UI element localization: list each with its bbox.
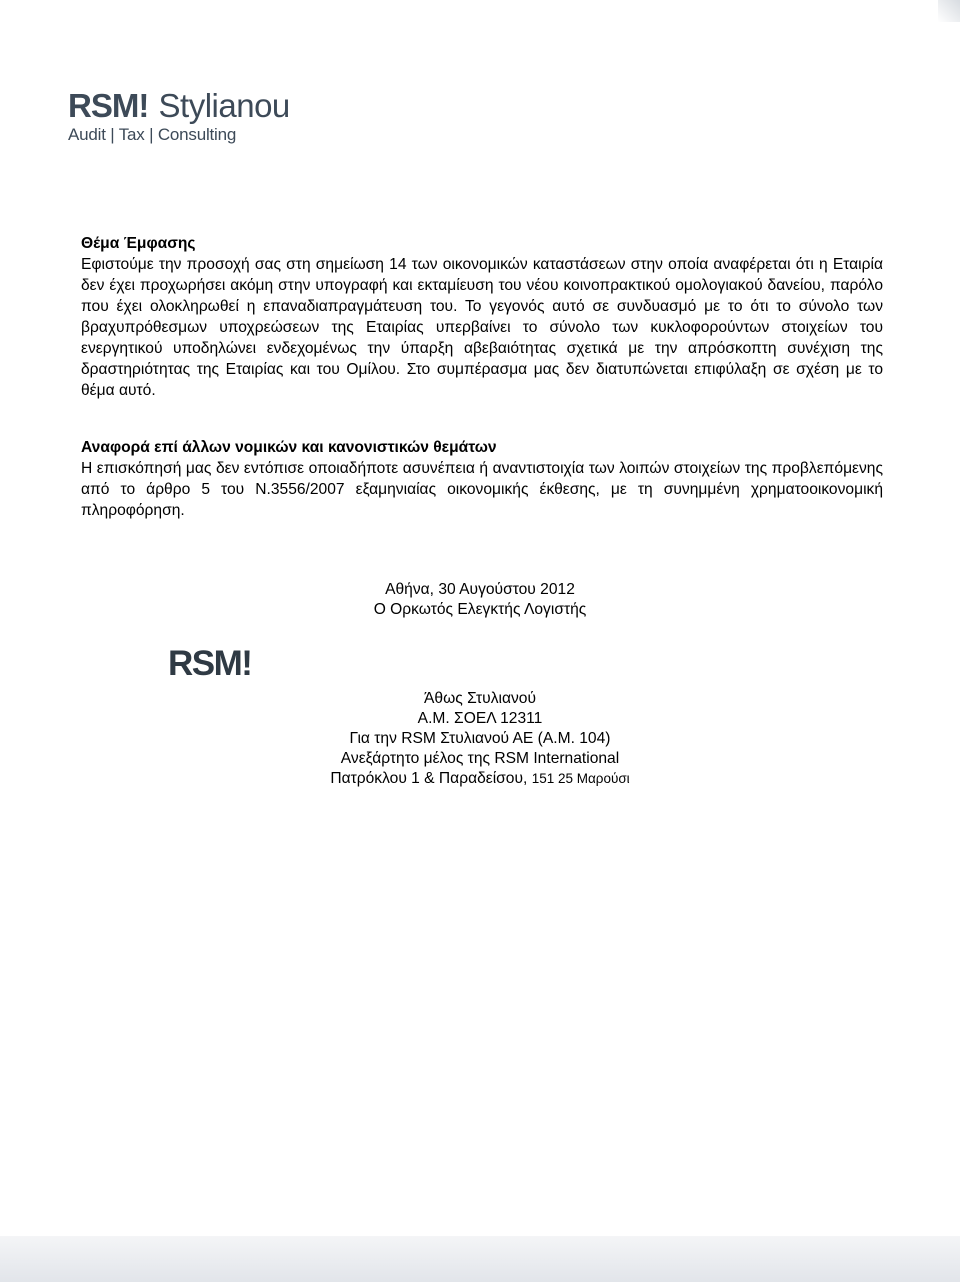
signature-block — [0, 689, 960, 789]
legal-paragraph: Η επισκόπησή μας δεν εντόπισε οποιαδήποτε ασυνέπεια ή αναντιστοιχία των λοιπών στοιχείων της προβλεπόμενης από το άρθρο 5 του Ν.3556/2007 εξαμηνιαίας οικονομικής έκθεσης, με τη συνημμένη χρηματοοικονομική πληροφόρηση. — [81, 460, 883, 519]
membership-line: Ανεξάρτητο μέλος της RSM International — [340, 750, 620, 767]
logo-wordmark — [68, 88, 290, 124]
legal-heading: Αναφορά επί άλλων νομικών και κανονιστικών θεμάτων — [81, 439, 497, 456]
place-date: Αθήνα, 30 Αυγούστου 2012 — [385, 581, 575, 598]
logo-name: Stylianou — [158, 87, 290, 124]
rsm-stylianou-logo — [68, 88, 290, 145]
address-line — [0, 769, 960, 789]
emphasis-heading: Θέμα Έμφασης — [81, 235, 196, 252]
firm-line: Για την RSM Στυλιανού ΑΕ (Α.Μ. 104) — [349, 730, 611, 747]
rsm-stamp-logo — [168, 644, 251, 684]
auditor-name: Άθως Στυλιανού — [424, 690, 536, 707]
page-bottom-bar — [0, 1236, 960, 1282]
address-postal: 151 25 Μαρούσι — [531, 771, 630, 786]
logo-tagline: Audit | Tax | Consulting — [68, 125, 237, 144]
signature-header — [0, 580, 960, 620]
emphasis-section — [81, 233, 883, 401]
page-corner-shade — [938, 0, 960, 22]
logo-mark: ! — [138, 87, 150, 124]
emphasis-paragraph: Εφιστούμε την προσοχή σας στη σημείωση 14 των οικονομικών καταστάσεων στην οποία αναφέρεται ότι η Εταιρία δεν έχει προχωρήσει ακόμη στην υπογραφή και εκταμίευση του νέου κοινοπρακτικού ομολογιακού δανείου, παρόλο που έχει ολοκληρωθεί η επαναδιαπραγμάτευση του. Το γεγονός αυτό σε συνδυασμό με το ότι το σύνολο των βραχυπρόθεσμων υποχρεώσεων της Εταιρίας υπερβαίνει το σύνολο των κυκλοφορούντων στοιχείων του ενεργητικού υποδηλώνει ενδεχομένως την ύπαρξη αβεβαιότητας σχετικά με την απρόσκοπτη συνέχιση της δραστηριότητας της Εταιρίας και του Ομίλου. Στο συμπέρασμα μας δεν διατυπώνεται επιφύλαξη σε σχέση με το θέμα αυτό. — [81, 256, 883, 399]
auditor-role: Ο Ορκωτός Ελεγκτής Λογιστής — [373, 601, 587, 618]
logo-brand: RSM — [68, 87, 139, 124]
stamp-brand: RSM — [168, 644, 242, 683]
legal-section — [81, 437, 883, 521]
registration-number: Α.Μ. ΣΟΕΛ 12311 — [417, 710, 543, 727]
address-street: Πατρόκλου 1 & Παραδείσου, — [330, 770, 528, 787]
stamp-mark: ! — [241, 644, 252, 683]
